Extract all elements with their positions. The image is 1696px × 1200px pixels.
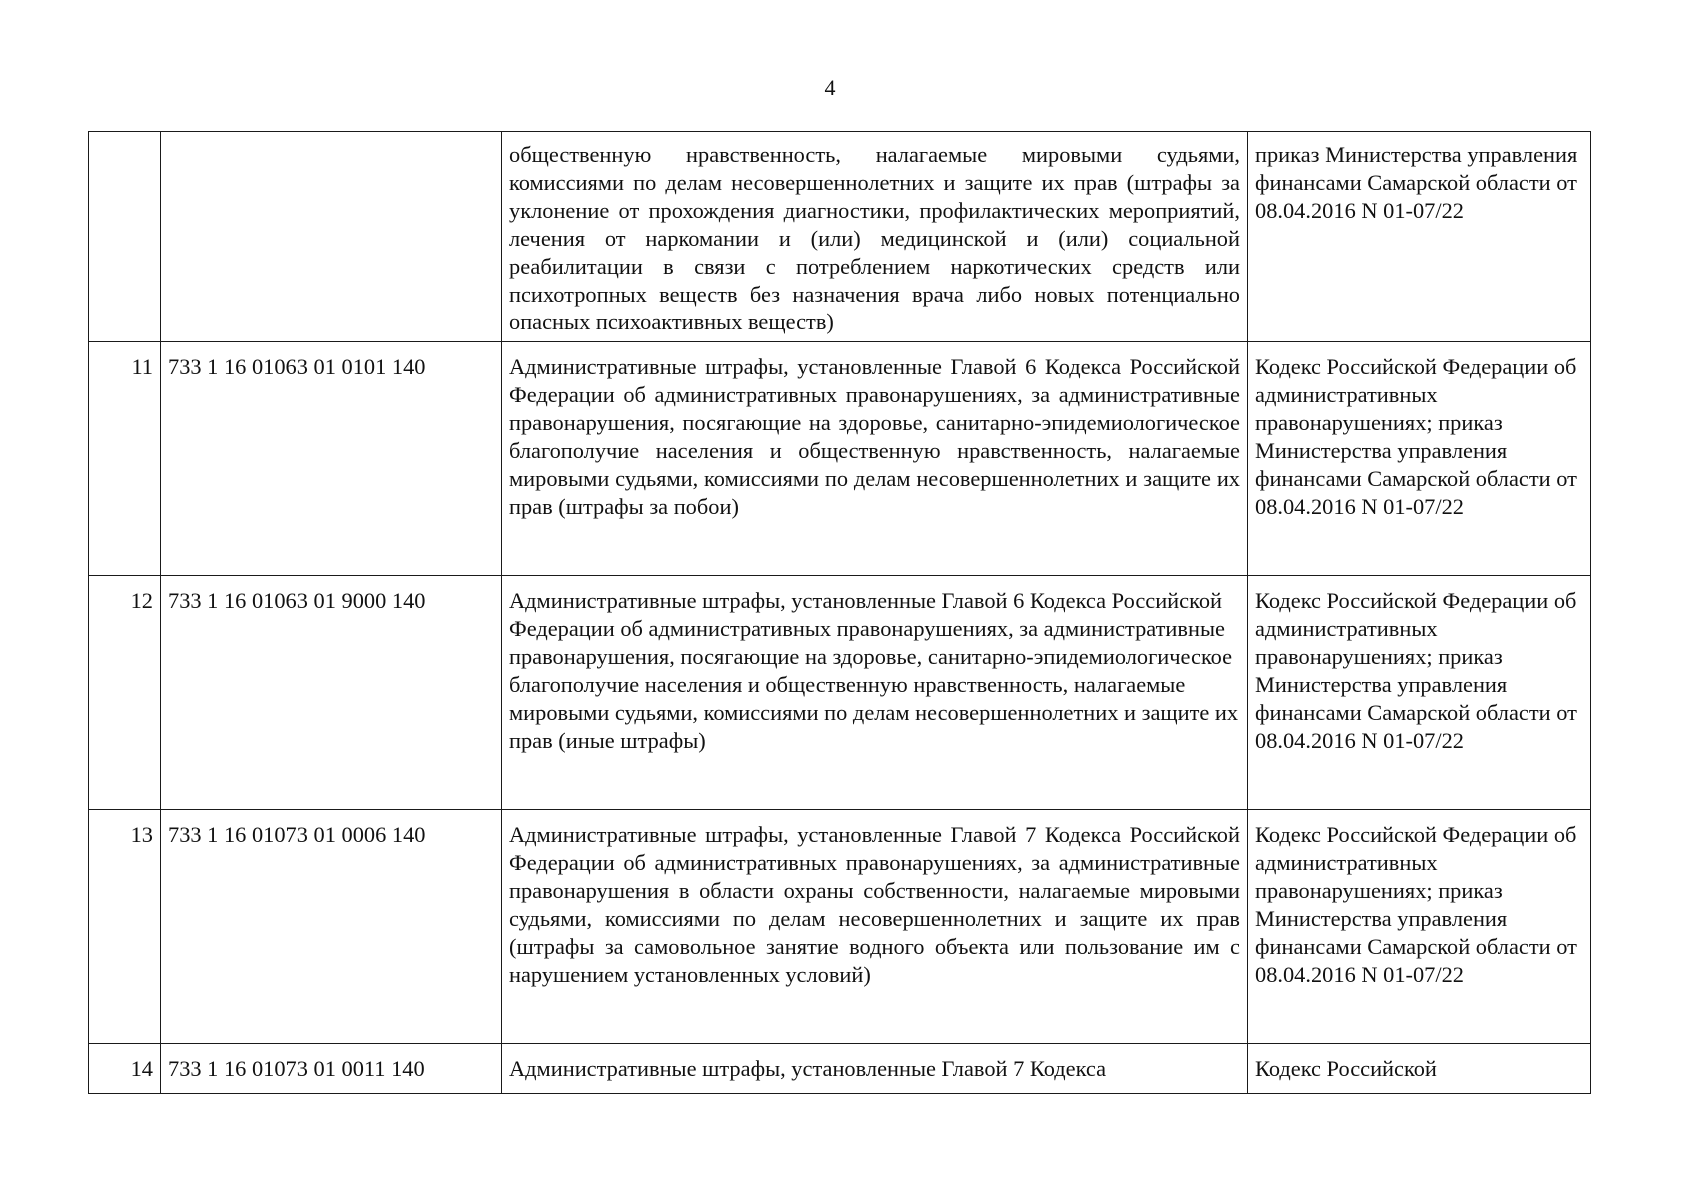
budget-classification-code: 733 1 16 01073 01 0006 140 xyxy=(161,810,502,1044)
table-row-12 xyxy=(89,576,1591,810)
legal-basis: Кодекс Российской Федерации об административных правонарушениях; приказ Министерства управления финансами Самарской области от 08.04.2016 N 01-07/22 xyxy=(1248,576,1591,810)
row-number: 14 xyxy=(89,1044,161,1094)
legal-basis: Кодекс Российской Федерации об административных правонарушениях; приказ Министерства управления финансами Самарской области от 08.04.2016 N 01-07/22 xyxy=(1248,342,1591,576)
row-number: 12 xyxy=(89,576,161,810)
revenue-description: общественную нравственность, налагаемые мировыми судьями, комиссиями по делам несовершеннолетних и защите их прав (штрафы за уклонение от прохождения диагностики, профилактических мероприятий, лечения от наркомании и (или) медицинской и (или) социальной реабилитации в связи с потреблением наркотических средств или психотропных веществ без назначения врача либо новых потенциально опасных психоактивных веществ) xyxy=(502,132,1248,342)
budget-classification-code: 733 1 16 01063 01 9000 140 xyxy=(161,576,502,810)
table-row-continuation xyxy=(89,132,1591,342)
revenue-description: Административные штрафы, установленные Главой 7 Кодекса xyxy=(502,1044,1248,1094)
revenue-description: Административные штрафы, установленные Главой 6 Кодекса Российской Федерации об административных правонарушениях, за административные правонарушения, посягающие на здоровье, санитарно-эпидемиологическое благополучие населения и общественную нравственность, налагаемые мировыми судьями, комиссиями по делам несовершеннолетних и защите их прав (штрафы за побои) xyxy=(502,342,1248,576)
table-row-14 xyxy=(89,1044,1591,1094)
revenue-codes-table xyxy=(88,131,1591,1094)
row-number: 13 xyxy=(89,810,161,1044)
revenue-description: Административные штрафы, установленные Главой 6 Кодекса Российской Федерации об административных правонарушениях, за административные правонарушения, посягающие на здоровье, санитарно-эпидемиологическое благополучие населения и общественную нравственность, налагаемые мировыми судьями, комиссиями по делам несовершеннолетних и защите их прав (иные штрафы) xyxy=(502,576,1248,810)
page-number: 4 xyxy=(824,75,836,100)
row-number: 11 xyxy=(89,342,161,576)
budget-classification-code: 733 1 16 01073 01 0011 140 xyxy=(161,1044,502,1094)
row-number xyxy=(89,132,161,342)
budget-classification-code: 733 1 16 01063 01 0101 140 xyxy=(161,342,502,576)
revenue-description: Административные штрафы, установленные Главой 7 Кодекса Российской Федерации об административных правонарушениях, за административные правонарушения в области охраны собственности, налагаемые мировыми судьями, комиссиями по делам несовершеннолетних и защите их прав (штрафы за самовольное занятие водного объекта или пользование им с нарушением установленных условий) xyxy=(502,810,1248,1044)
table-row-13 xyxy=(89,810,1591,1044)
budget-classification-code xyxy=(161,132,502,342)
legal-basis: Кодекс Российской xyxy=(1248,1044,1591,1094)
legal-basis: Кодекс Российской Федерации об административных правонарушениях; приказ Министерства управления финансами Самарской области от 08.04.2016 N 01-07/22 xyxy=(1248,810,1591,1044)
legal-basis: приказ Министерства управления финансами Самарской области от 08.04.2016 N 01-07/22 xyxy=(1248,132,1591,342)
table-row-11 xyxy=(89,342,1591,576)
